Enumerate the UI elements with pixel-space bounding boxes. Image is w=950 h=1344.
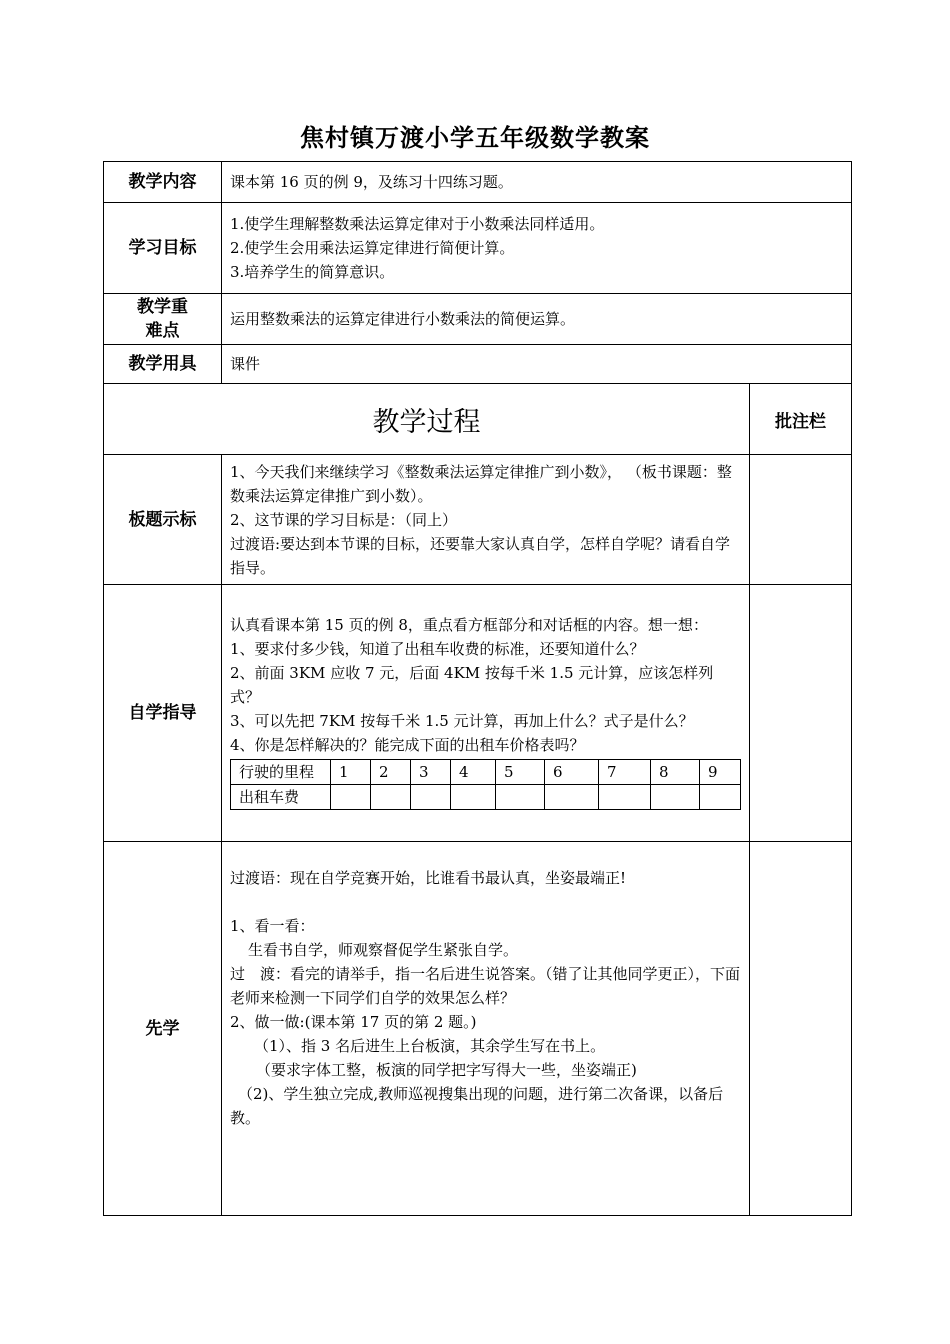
guide-line: 3、可以先把 7KM 按每千米 1.5 元计算，再加上什么？式子是什么？	[230, 712, 694, 730]
guide-line: 1、要求付多少钱，知道了出租车收费的标准，还要知道什么？	[230, 640, 645, 658]
tools-label: 教学用具	[104, 345, 222, 384]
content-label: 教学内容	[104, 162, 222, 203]
board-label: 板题示标	[104, 455, 222, 585]
prestudy-content	[222, 842, 750, 1216]
fare-distance-cell: 7	[599, 760, 651, 785]
lesson-plan-table	[103, 161, 852, 1216]
process-heading: 教学过程	[104, 384, 750, 455]
fare-row-cost	[231, 785, 741, 810]
page-title: 焦村镇万渡小学五年级数学教案	[300, 124, 650, 152]
prestudy-line: 生看书自学，师观察督促学生紧张自学。	[248, 941, 519, 959]
fare-cost-cell	[599, 785, 651, 810]
fare-distance-cell: 4	[451, 760, 496, 785]
tools-text: 课件	[222, 345, 852, 384]
fare-cost-cell	[411, 785, 451, 810]
notes-cell	[750, 842, 852, 1216]
prestudy-line: （2)、学生独立完成,教师巡视搜集出现的问题，进行第二次备课，以备后教。	[230, 1085, 724, 1127]
fare-cost-header: 出租车费	[231, 785, 331, 810]
row-guide	[104, 585, 852, 842]
row-process-heading	[104, 384, 852, 455]
prestudy-label: 先学	[104, 842, 222, 1216]
fare-cost-cell	[651, 785, 700, 810]
board-content	[222, 455, 750, 585]
key-points-text: 运用整数乘法的运算定律进行小数乘法的简便运算。	[222, 294, 852, 345]
fare-row-distance	[231, 760, 741, 785]
key-points-label	[104, 294, 222, 345]
fare-distance-cell: 5	[496, 760, 545, 785]
fare-cost-cell	[331, 785, 371, 810]
row-board	[104, 455, 852, 585]
row-tools	[104, 345, 852, 384]
fare-distance-cell: 9	[700, 760, 741, 785]
fare-distance-cell: 3	[411, 760, 451, 785]
fare-distance-cell: 8	[651, 760, 700, 785]
fare-distance-cell: 6	[545, 760, 599, 785]
fare-cost-cell	[700, 785, 741, 810]
fare-distance-cell: 2	[371, 760, 411, 785]
guide-label: 自学指导	[104, 585, 222, 842]
prestudy-line: 2、做一做:(课本第 17 页的第 2 题。)	[230, 1013, 477, 1031]
spacer	[230, 890, 741, 914]
prestudy-line: 1、看一看：	[230, 917, 315, 935]
fare-cost-cell	[371, 785, 411, 810]
prestudy-line: （要求字体工整，板演的同学把字写得大一些，坐姿端正)	[256, 1061, 637, 1079]
notes-label: 批注栏	[750, 384, 852, 455]
goals-list	[222, 203, 852, 294]
goal-item: 2.使学生会用乘法运算定律进行简便计算。	[230, 239, 515, 257]
row-prestudy	[104, 842, 852, 1216]
guide-line: 4、你是怎样解决的？能完成下面的出租车价格表吗？	[230, 736, 585, 754]
prestudy-line: 过 渡：看完的请举手，指一名后进生说答案。（错了让其他同学更正），下面老师来检测一下同学们自学的效果怎么样？	[230, 965, 741, 1007]
prestudy-line: （1）、指 3 名后进生上台板演，其余学生写在书上。	[254, 1037, 606, 1055]
board-line: 2、这节课的学习目标是：（同上）	[230, 510, 458, 529]
prestudy-line: 过渡语：现在自学竞赛开始，比谁看书最认真，坐姿最端正!	[230, 869, 627, 887]
fare-cost-cell	[496, 785, 545, 810]
fare-distance-header: 行驶的里程	[231, 760, 331, 785]
goals-label: 学习目标	[104, 203, 222, 294]
key-label-line2: 难点	[145, 321, 180, 341]
guide-line: 2、前面 3KM 应收 7 元，后面 4KM 按每千米 1.5 元计算，应该怎样列式？	[230, 664, 714, 706]
notes-cell	[750, 455, 852, 585]
board-line: 过渡语:要达到本节课的目标，还要靠大家认真自学，怎样自学呢？请看自学指导。	[230, 534, 731, 577]
row-key-points	[104, 294, 852, 345]
goal-item: 1.使学生理解整数乘法运算定律对于小数乘法同样适用。	[230, 215, 605, 233]
fare-cost-cell	[545, 785, 599, 810]
fare-cost-cell	[451, 785, 496, 810]
fare-distance-cell: 1	[331, 760, 371, 785]
fare-table	[230, 759, 741, 810]
goal-item: 3.培养学生的简算意识。	[230, 263, 395, 281]
content-text: 课本第 16 页的例 9，及练习十四练习题。	[222, 162, 852, 203]
board-line: 1、今天我们来继续学习《整数乘法运算定律推广到小数》， （板书课题：整数乘法运算定律推广到小数）。	[230, 462, 732, 505]
guide-line: 认真看课本第 15 页的例 8，重点看方框部分和对话框的内容。想一想：	[230, 616, 708, 634]
row-content	[104, 162, 852, 203]
key-label-line1: 教学重	[137, 297, 188, 317]
row-goals	[104, 203, 852, 294]
guide-content	[222, 585, 750, 842]
notes-cell	[750, 585, 852, 842]
